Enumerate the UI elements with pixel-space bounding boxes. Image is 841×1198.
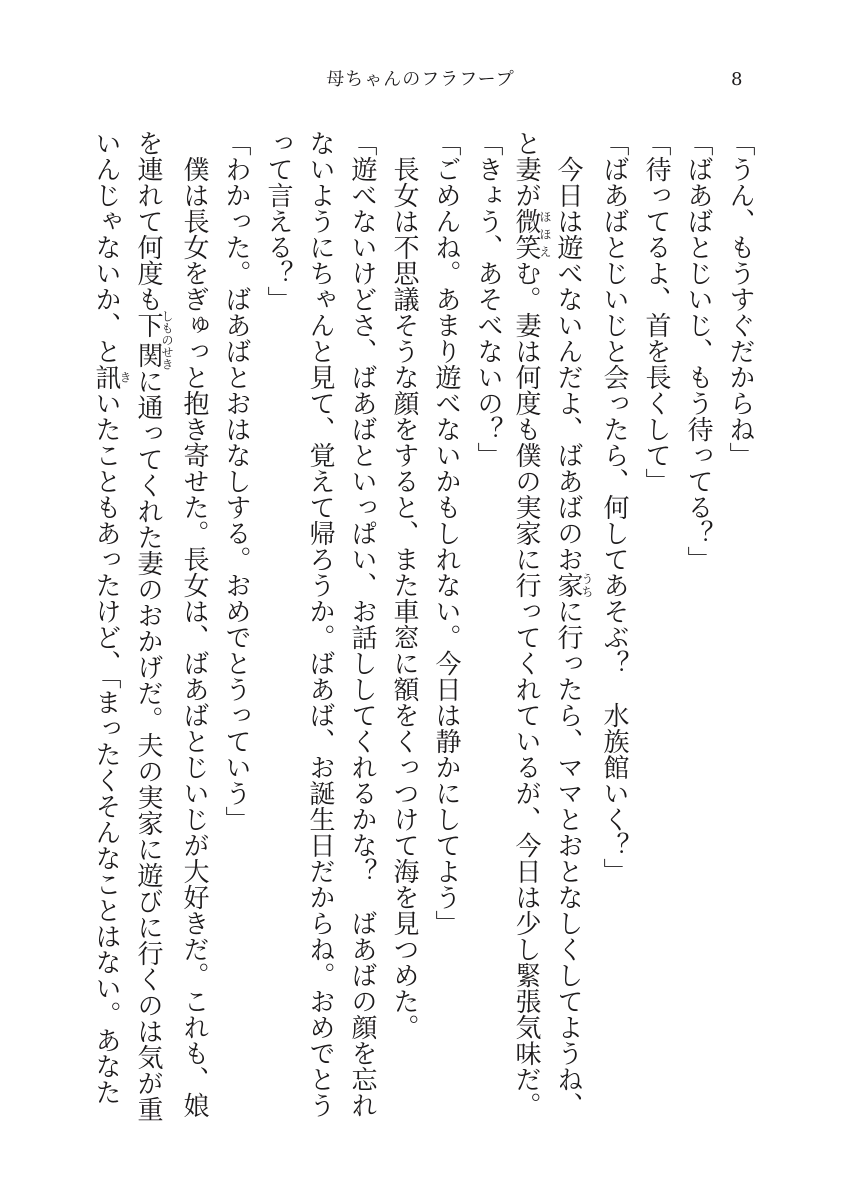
ruby-base: 訊 [91,364,121,390]
ruby-reading: ほほえ [538,208,552,260]
ruby-word [553,572,594,598]
ruby-word [511,208,552,260]
text-segment: いんじゃないか、と [91,130,121,364]
text-line: 「きょう、あそべないの？」 [473,130,503,468]
text-segment: 今日は遊べないんだよ、ばあばのお [553,156,583,572]
text-segment: を連れて何度も [133,130,163,312]
text-line: 「遊べないけどさ、ばあばといっぱい、お話ししてくれるかな？ ばあばの顔を忘れ [347,130,377,1118]
text-segment: いたこともあったけど、「まったくそんなことはない。あなた [91,390,121,1105]
page-number: 8 [731,69,743,90]
ruby-word [133,310,174,370]
ruby-reading: しものせき [160,310,174,370]
text-line: って言える？」 [263,130,293,312]
text-segment: に通ってくれた妻のおかげだ。夫の実家に遊びに行くのは気が重 [133,368,163,1122]
text-segment: に行ったら、ママとおとなしくしてようね、 [553,598,583,1118]
text-line: 「ごめんね。あまり遊べないかもしれない。今日は静かにしてよう」 [431,130,461,936]
text-segment: む。妻は何度も僕の実家に行ってくれているが、今日は少し緊張気味だ。 [511,260,541,1118]
text-line: 長女は不思議そうな顔をすると、また車窓に額をくっつけて海を見つめた。 [389,156,419,1040]
ruby-reading: うち [580,572,594,598]
ruby-word [91,364,132,390]
ruby-base: 家 [553,572,583,598]
text-line: 「ばあばとじいじと会ったら、何してあそぶ？ 水族館いく？」 [599,130,629,884]
text-segment: と妻が [511,130,541,208]
text-line: 「わかった。ばあばとおはなしする。おめでとうっていう」 [221,130,251,832]
text-line [89,130,131,1130]
text-line: 僕は長女をぎゅっと抱き寄せた。長女は、ばあばとじいじが大好きだ。これも、娘 [179,156,209,1118]
text-line [551,130,593,1130]
ruby-reading: き [118,364,132,390]
running-header-title: 母ちゃんのフラフープ [326,69,515,90]
ruby-base: 下関 [133,310,163,370]
text-line: ないようにちゃんと見て、覚えて帰ろうか。ばあば、お誕生日だからね。おめでとう [305,130,335,1118]
ruby-base: 微笑 [511,208,541,260]
text-line: 「待ってるよ、首を長くして」 [641,130,671,494]
body-text [89,130,761,1130]
text-line [509,130,551,1130]
text-line [131,130,173,1130]
text-line: 「うん、もうすぐだからね」 [725,130,755,468]
text-line: 「ばあばとじいじ、もう待ってる？」 [683,130,713,572]
